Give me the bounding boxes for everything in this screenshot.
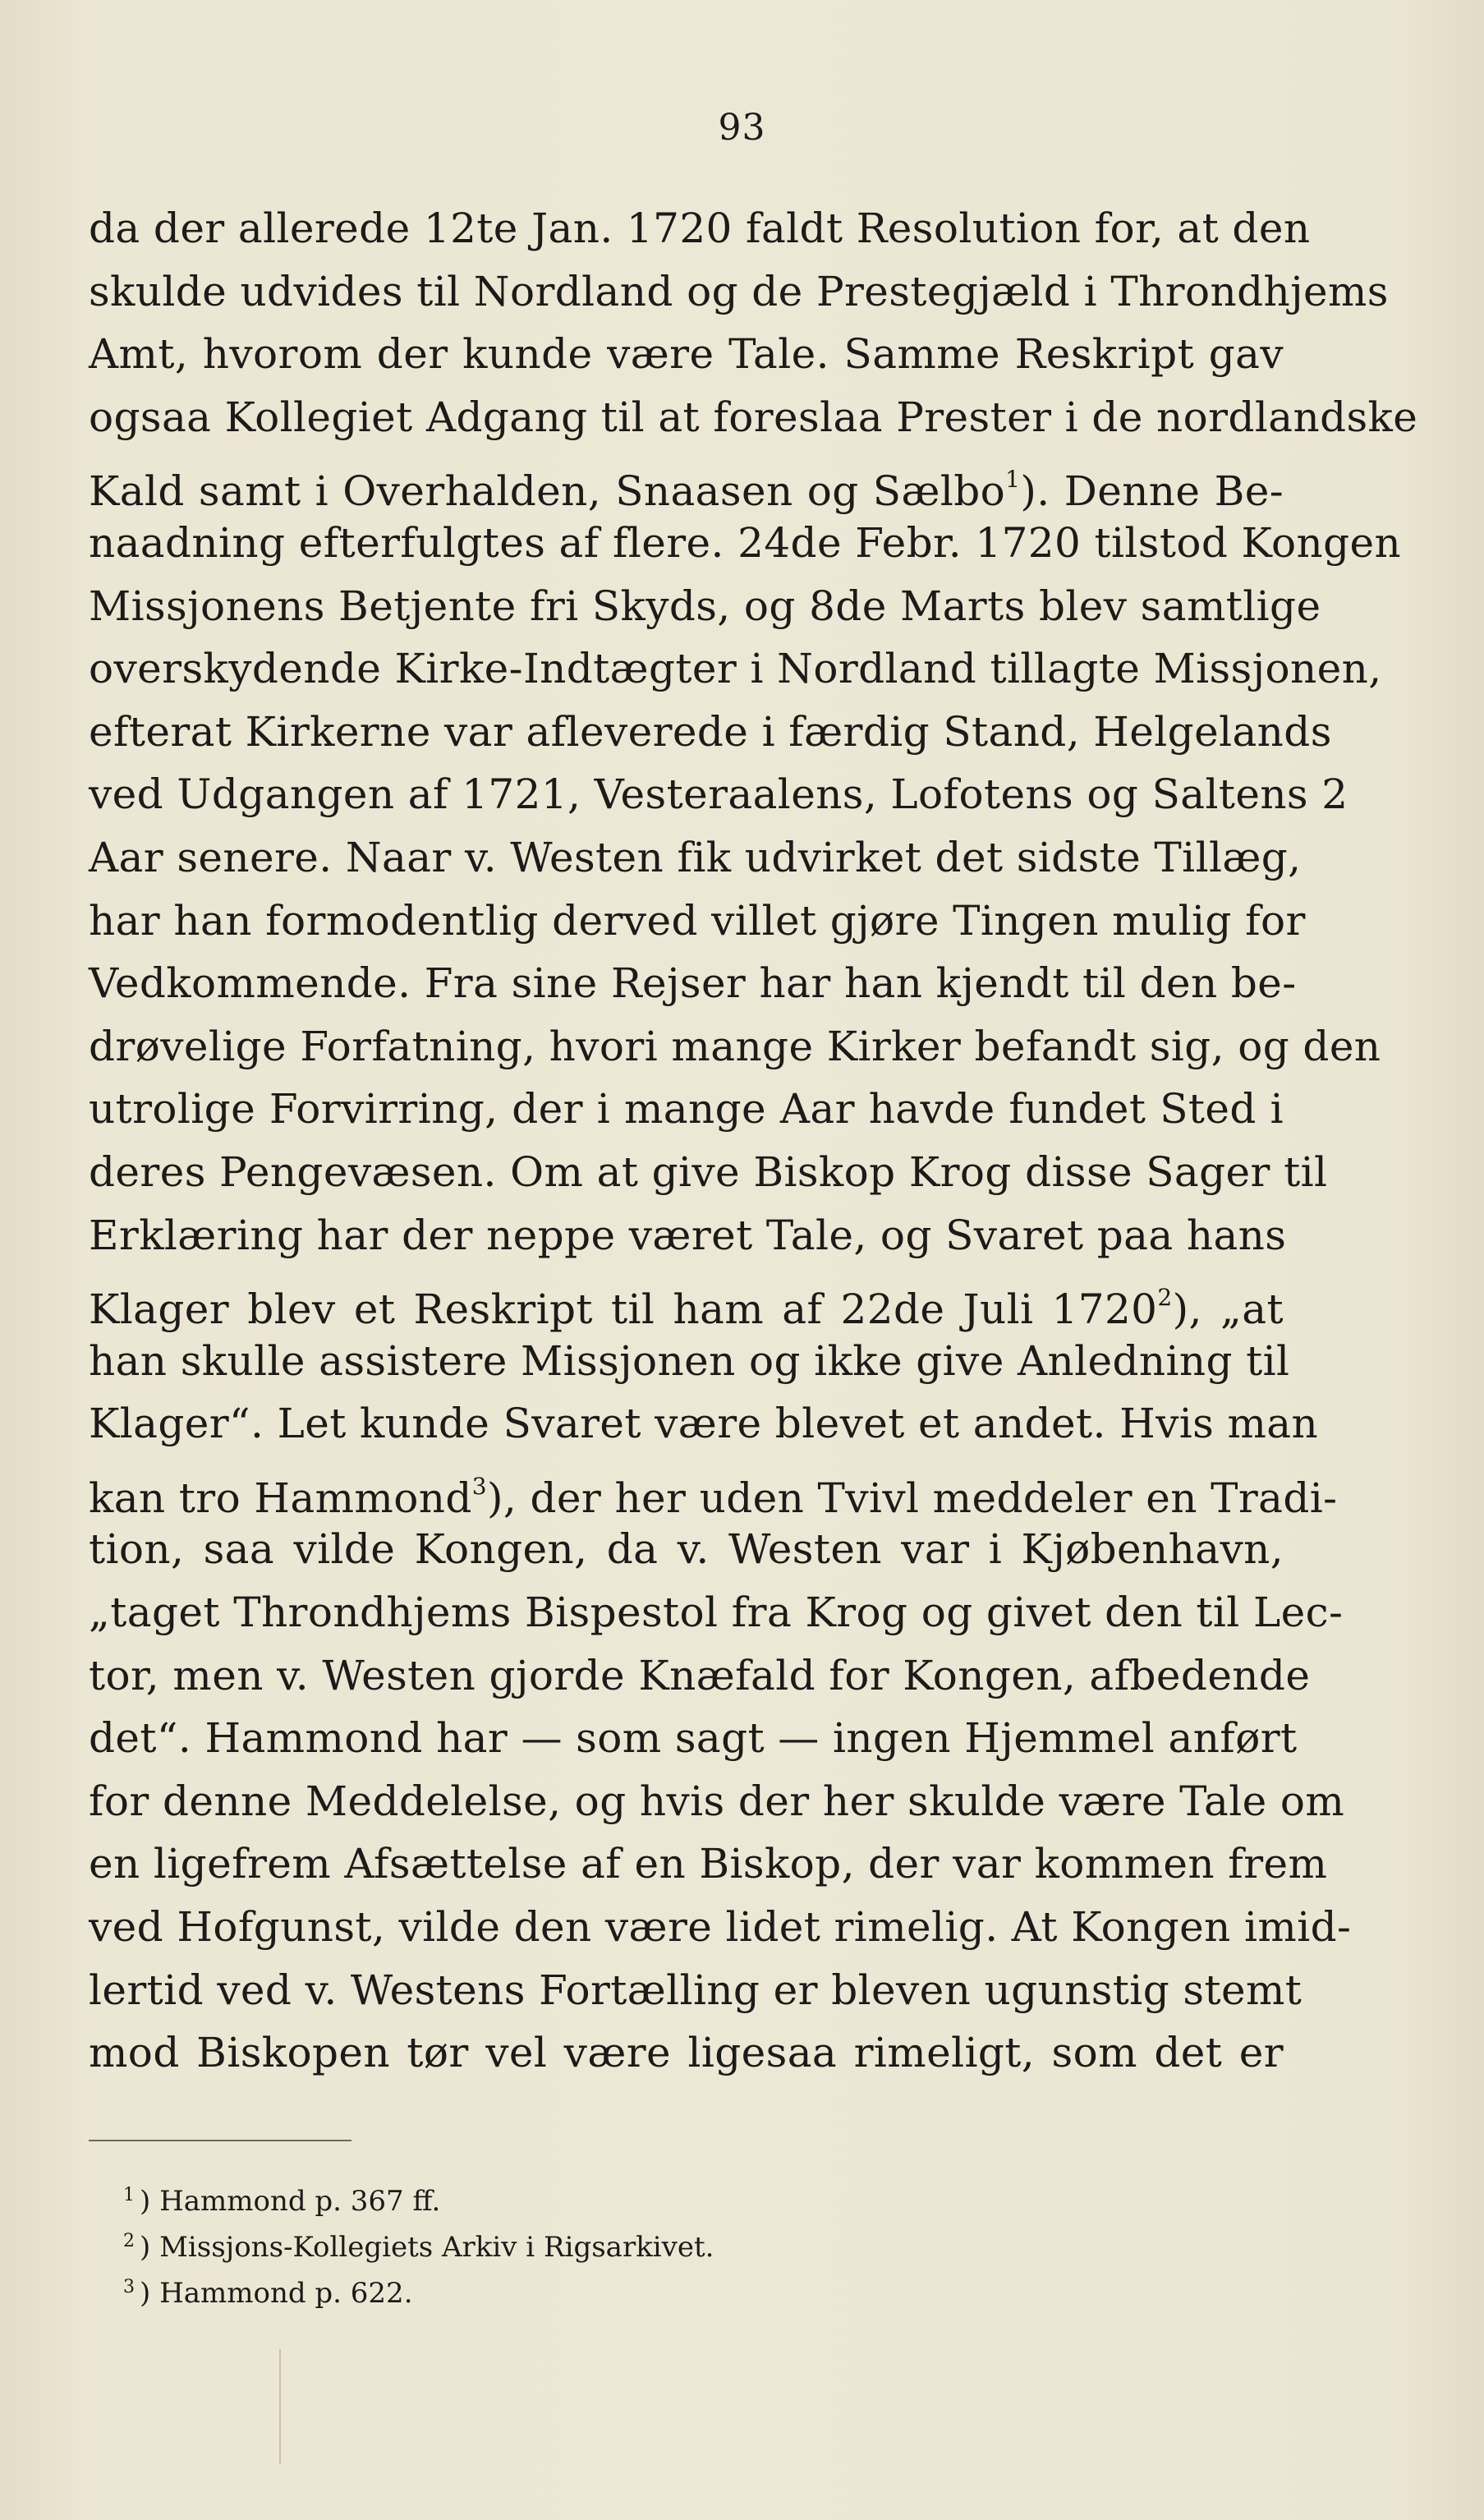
text-line: efterat Kirkerne var afleverede i færdig Stand, Helgelands — [89, 707, 1332, 756]
text-segment: ), der her uden Tvivl meddeler en Tradi- — [486, 1474, 1338, 1522]
text-segment: kan tro Hammond — [89, 1474, 472, 1522]
text-line: deres Pengevæsen. Om at give Biskop Krog disse Sager til — [89, 1147, 1328, 1196]
text-segment: Kald samt i Overhalden, Snaasen og Sælbo — [89, 467, 1006, 516]
text-line: naadning efterfulgtes af flere. 24de Febr. 1720 tilstod Kongen — [89, 518, 1402, 567]
paper-scratch-mark — [279, 2349, 281, 2464]
text-segment: ). Denne Be- — [1020, 467, 1284, 516]
text-line: for denne Meddelelse, og hvis der her skulde være Tale om — [89, 1777, 1345, 1825]
text-line: Vedkommende. Fra sine Rejser har han kjendt til den be- — [89, 959, 1297, 1008]
text-line: skulde udvides til Nordland og de Prestegjæld i Throndhjems — [89, 267, 1389, 315]
footnote-reference[interactable]: 1 — [1005, 466, 1021, 494]
text-segment: Klager blev et Reskript til ham af 22de Juli 1720 — [89, 1285, 1158, 1334]
text-line — [89, 448, 1284, 516]
text-line: da der allerede 12te Jan. 1720 faldt Resolution for, at den — [89, 205, 1311, 252]
footnotes — [123, 2173, 1191, 2311]
footnote — [123, 2173, 1191, 2219]
text-line: utrolige Forvirring, der i mange Aar havde fundet Sted i — [89, 1085, 1284, 1134]
footnote-text: ) Hammond p. 367 ff. — [140, 2185, 441, 2218]
text-line: drøvelige Forfatning, hvori mange Kirker befandt sig, og den — [89, 1022, 1381, 1070]
text-line: mod Biskopen tør vel være ligesaa rimeligt, som det er — [89, 2029, 1284, 2077]
text-line: det“. Hammond har — som sagt — ingen Hjemmel anført — [89, 1714, 1298, 1763]
footnote-reference[interactable]: 3 — [471, 1472, 487, 1500]
footnote-reference[interactable]: 2 — [1157, 1284, 1173, 1312]
text-line: ved Udgangen af 1721, Vesteraalens, Lofotens og Saltens 2 — [89, 770, 1348, 819]
text-line: lertid ved v. Westens Fortælling er bleven ugunstig stemt — [89, 1966, 1303, 2014]
page-number: 93 — [718, 107, 766, 149]
text-line: Erklæring har der neppe været Tale, og Svaret paa hans — [89, 1211, 1287, 1259]
footnote-mark: 1 — [123, 2185, 135, 2205]
text-line: Amt, hvorom der kunde være Tale. Samme Reskript gav — [89, 330, 1284, 379]
text-line: „taget Throndhjems Bispestol fra Krog og givet den til Lec- — [89, 1589, 1344, 1637]
text-line: Klager“. Let kunde Svaret være blevet et andet. Hvis man — [89, 1400, 1319, 1448]
text-segment: ), „at — [1172, 1285, 1284, 1334]
text-line: ved Hofgunst, vilde den være lidet rimelig. At Kongen imid- — [89, 1903, 1352, 1952]
text-line: Missjonens Betjente fri Skyds, og 8de Marts blev samtlige — [89, 582, 1321, 630]
footnote-text: ) Missjons-Kollegiets Arkiv i Rigsarkivet. — [140, 2231, 714, 2264]
text-line: ogsaa Kollegiet Adgang til at foreslaa Prester i de nordlandske — [89, 393, 1418, 441]
text-line: overskydende Kirke-Indtægter i Nordland tillagte Missjonen, — [89, 645, 1382, 693]
footnote-divider — [89, 2140, 351, 2141]
footnote-text: ) Hammond p. 622. — [140, 2277, 413, 2310]
body-text — [89, 197, 1418, 2085]
text-line: han skulle assistere Missjonen og ikke give Anledning til — [89, 1336, 1290, 1385]
text-line: tion, saa vilde Kongen, da v. Westen var i Kjøbenhavn, — [89, 1525, 1284, 1574]
text-line: har han formodentlig derved villet gjøre Tingen mulig for — [89, 896, 1306, 945]
footnote-mark: 2 — [123, 2231, 135, 2251]
footnote — [123, 2265, 1191, 2311]
text-line: en ligefrem Afsættelse af en Biskop, der var kommen frem — [89, 1840, 1328, 1888]
text-line: Aar senere. Naar v. Westen fik udvirket det sidste Tillæg, — [89, 833, 1302, 881]
footnote-mark: 3 — [123, 2277, 135, 2297]
text-line — [89, 1455, 1338, 1522]
text-line — [89, 1267, 1284, 1334]
footnote — [123, 2219, 1191, 2265]
text-line: tor, men v. Westen gjorde Knæfald for Kongen, afbedende — [89, 1651, 1311, 1699]
